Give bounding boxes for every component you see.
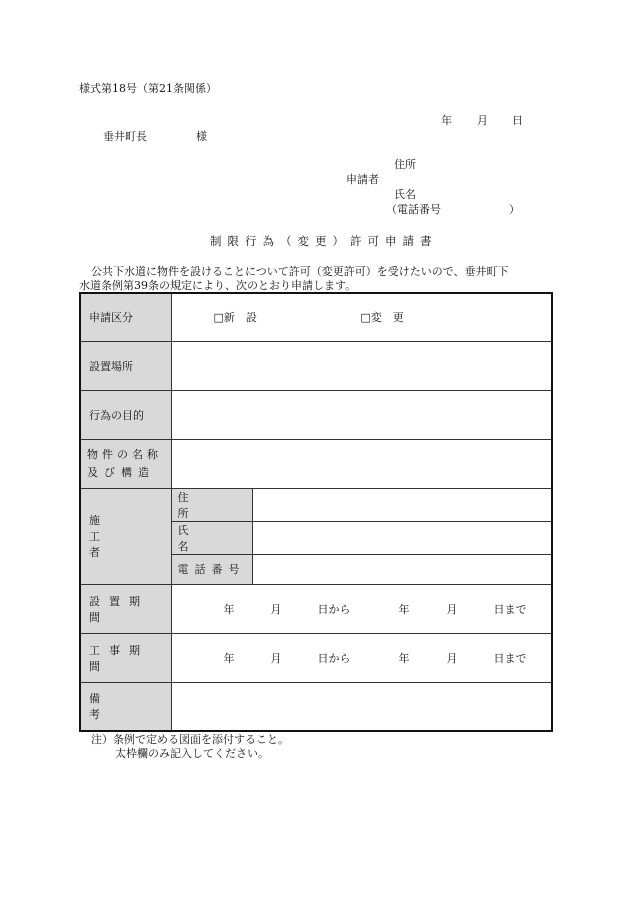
applicant-phone-close: ） xyxy=(509,203,520,216)
date-year: 年 xyxy=(441,114,452,127)
row-application-type xyxy=(80,293,552,341)
label-construction-period xyxy=(80,633,171,682)
note-line-1: 注）条例で定める図面を添付すること。 xyxy=(91,733,289,746)
label-purpose xyxy=(80,390,171,439)
label-installation-period xyxy=(80,584,171,633)
field-remarks[interactable] xyxy=(171,682,552,731)
period-month-from: 月 xyxy=(270,602,282,616)
label-application-type xyxy=(80,293,171,341)
label-contractor xyxy=(80,488,171,584)
period-month-until: 月 xyxy=(446,602,458,616)
period-year-until: 年 xyxy=(398,651,410,665)
applicant-address-label: 住所 xyxy=(394,158,416,171)
label-text: 施工者 xyxy=(89,514,126,559)
option-new-checkbox[interactable]: □新 設 xyxy=(213,311,257,325)
row-purpose xyxy=(80,390,552,439)
period-year-from: 年 xyxy=(223,602,235,616)
form-number: 様式第18号（第21条関係） xyxy=(79,82,217,95)
field-location[interactable] xyxy=(171,341,552,390)
label-contractor-phone xyxy=(171,554,252,584)
row-installation-period xyxy=(80,584,552,633)
label-object-line-1: 物件の名称 xyxy=(87,447,162,461)
row-construction-period xyxy=(80,633,552,682)
label-text: 工事期間 xyxy=(89,643,149,673)
label-text: 申請区分 xyxy=(89,311,133,325)
field-construction-period[interactable] xyxy=(171,633,552,682)
field-application-type xyxy=(171,293,552,341)
label-text: 電話番号 xyxy=(177,563,246,576)
label-remarks xyxy=(80,682,171,731)
row-location xyxy=(80,341,552,390)
field-contractor-address[interactable] xyxy=(252,488,552,521)
period-day-until: 日まで xyxy=(493,602,527,616)
label-text: 備考 xyxy=(89,692,152,722)
period-year-from: 年 xyxy=(223,651,235,665)
option-change-checkbox[interactable]: □変 更 xyxy=(360,311,404,325)
period-month-until: 月 xyxy=(446,651,458,665)
field-purpose[interactable] xyxy=(171,390,552,439)
label-text: 氏名 xyxy=(177,523,227,553)
applicant-label: 申請者 xyxy=(346,173,379,186)
note-line-2: 太枠欄のみ記入してください。 xyxy=(115,747,269,760)
period-day-from: 日から xyxy=(317,602,351,616)
label-text: 住所 xyxy=(177,490,227,520)
date-day: 日 xyxy=(512,114,523,127)
row-remarks xyxy=(80,682,552,731)
label-location xyxy=(80,341,171,390)
label-object-line-2: 及び構造 xyxy=(87,465,155,479)
period-year-until: 年 xyxy=(398,602,410,616)
field-contractor-phone[interactable] xyxy=(252,554,552,584)
intro-line-1: 公共下水道に物件を設けることについて許可（変更許可）を受けたいので、垂井町下 xyxy=(91,265,509,278)
row-contractor-address xyxy=(80,488,552,521)
applicant-name-label: 氏名 xyxy=(394,188,416,201)
label-contractor-address xyxy=(171,488,252,521)
row-object xyxy=(80,439,552,488)
document-title: 制限行為（変更）許可申請書 xyxy=(210,234,438,248)
period-day-until: 日まで xyxy=(493,651,527,665)
application-form-table xyxy=(79,292,553,732)
period-day-from: 日から xyxy=(317,651,351,665)
intro-line-2: 水道条例第39条の規定により、次のとおり申請します。 xyxy=(79,279,357,292)
applicant-phone-label: （電話番号 xyxy=(386,203,441,216)
label-contractor-name xyxy=(171,521,252,554)
date-month: 月 xyxy=(477,114,488,127)
label-text: 設置期間 xyxy=(89,594,149,624)
label-object xyxy=(80,439,171,488)
field-installation-period[interactable] xyxy=(171,584,552,633)
field-contractor-name[interactable] xyxy=(252,521,552,554)
field-object[interactable] xyxy=(171,439,552,488)
addressee: 垂井町長 xyxy=(103,130,147,143)
period-month-from: 月 xyxy=(270,651,282,665)
addressee-honorific: 様 xyxy=(196,130,207,143)
label-text: 行為の目的 xyxy=(89,408,144,422)
label-text: 設置場所 xyxy=(89,359,133,373)
